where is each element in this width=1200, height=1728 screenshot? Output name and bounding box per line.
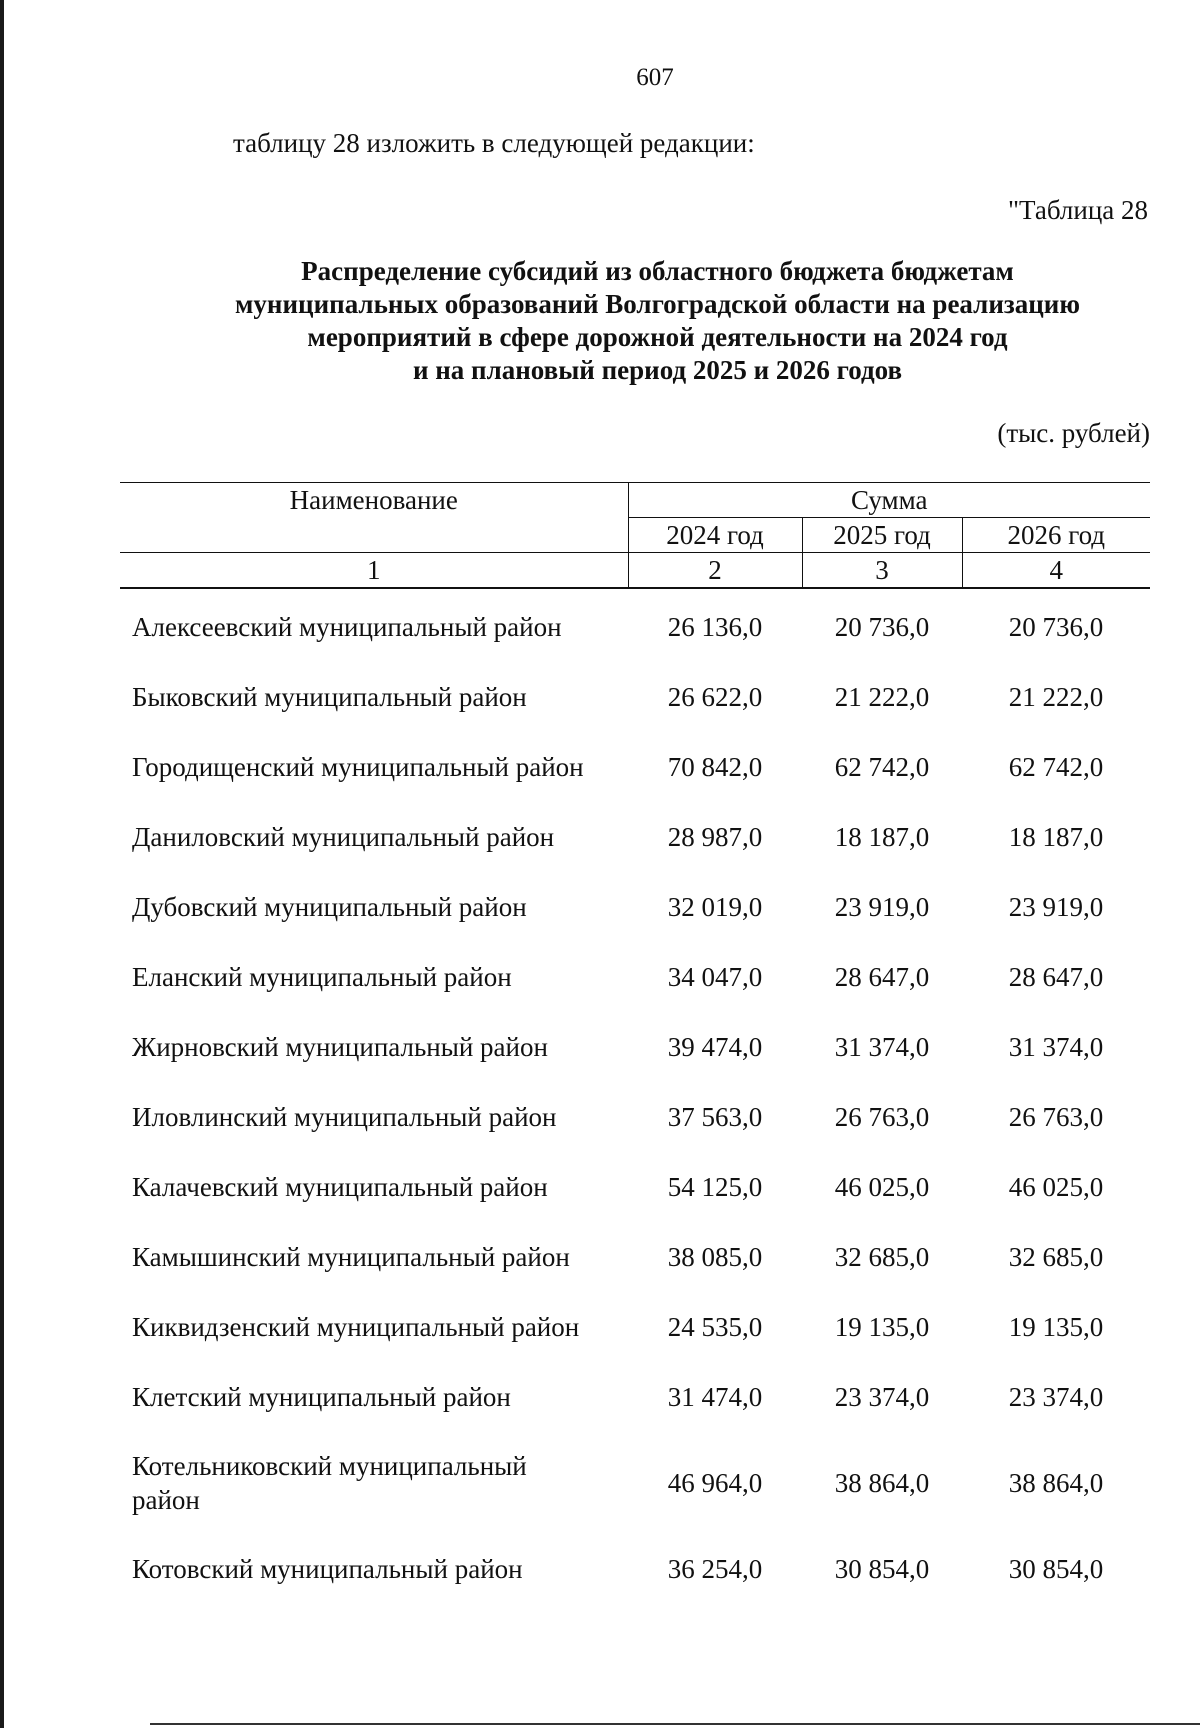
row-value-2026: 32 685,0 — [1008, 1241, 1104, 1272]
row-value-2024: 70 842,0 — [667, 751, 763, 782]
row-value-2024: 37 563,0 — [667, 1101, 763, 1132]
table-row — [120, 802, 1150, 872]
table-body — [120, 592, 1150, 1604]
row-name: Киквидзенский муниципальный район — [132, 1312, 580, 1342]
row-value-2024: 38 085,0 — [667, 1241, 763, 1272]
table-row — [120, 872, 1150, 942]
table-row — [120, 942, 1150, 1012]
row-value-2026: 21 222,0 — [1008, 681, 1104, 712]
header-year-2025: 2025 год — [802, 518, 962, 553]
table-header — [120, 482, 1150, 589]
table-row — [120, 1082, 1150, 1152]
heading-line-4: и на плановый период 2025 и 2026 годов — [412, 355, 903, 385]
row-name: Иловлинский муниципальный район — [132, 1102, 557, 1132]
row-value-2024: 31 474,0 — [667, 1381, 763, 1412]
row-name: Калачевский муниципальный район — [132, 1172, 548, 1202]
row-name: Быковский муниципальный район — [132, 682, 527, 712]
row-value-2025: 23 919,0 — [834, 891, 930, 922]
table-row — [120, 732, 1150, 802]
row-value-2025: 62 742,0 — [834, 751, 930, 782]
row-value-2025: 19 135,0 — [834, 1311, 930, 1342]
row-value-2025: 38 864,0 — [834, 1467, 930, 1498]
row-value-2025: 26 763,0 — [834, 1101, 930, 1132]
heading-line-1: Распределение субсидий из областного бюджета бюджетам — [301, 256, 1014, 286]
col-number-3: 3 — [802, 553, 962, 589]
row-value-2025: 23 374,0 — [834, 1381, 930, 1412]
row-value-2024: 26 622,0 — [667, 681, 763, 712]
row-name: Алексеевский муниципальный район — [132, 612, 562, 642]
row-value-2026: 23 919,0 — [1008, 891, 1104, 922]
row-value-2024: 54 125,0 — [667, 1171, 763, 1202]
row-value-2026: 19 135,0 — [1008, 1311, 1104, 1342]
row-value-2024: 34 047,0 — [667, 961, 763, 992]
units-label: (тыс. рублей) — [997, 418, 1150, 448]
row-name: Котовский муниципальный район — [132, 1554, 523, 1584]
row-value-2025: 28 647,0 — [834, 961, 930, 992]
row-value-2024: 36 254,0 — [667, 1553, 763, 1584]
row-name: Даниловский муниципальный район — [132, 822, 555, 852]
heading-line-3: мероприятий в сфере дорожной деятельности на 2024 год — [307, 322, 1008, 352]
row-value-2026: 46 025,0 — [1008, 1171, 1104, 1202]
row-name: Камышинский муниципальный район — [132, 1242, 570, 1272]
row-name: Жирновский муниципальный район — [132, 1032, 548, 1062]
row-value-2026: 30 854,0 — [1008, 1553, 1104, 1584]
table-row — [120, 592, 1150, 662]
row-value-2026: 38 864,0 — [1008, 1467, 1104, 1498]
row-value-2024: 32 019,0 — [667, 891, 763, 922]
col-number-1: 1 — [120, 553, 628, 589]
row-value-2026: 23 374,0 — [1008, 1381, 1104, 1412]
scan-edge-bottom — [150, 1723, 1200, 1725]
table-heading — [120, 255, 1195, 387]
row-value-2026: 31 374,0 — [1008, 1031, 1104, 1062]
table-row — [120, 1152, 1150, 1222]
row-name: Еланский муниципальный район — [132, 962, 512, 992]
table-row — [120, 1362, 1150, 1432]
table-row — [120, 1222, 1150, 1292]
heading-line-2: муниципальных образований Волгоградской области на реализацию — [235, 289, 1080, 319]
row-value-2024: 24 535,0 — [667, 1311, 763, 1342]
scan-edge-left — [0, 0, 4, 1728]
row-value-2024: 46 964,0 — [667, 1467, 763, 1498]
row-value-2025: 46 025,0 — [834, 1171, 930, 1202]
header-name: Наименование — [120, 483, 628, 553]
row-value-2026: 20 736,0 — [1008, 611, 1104, 642]
row-name — [120, 1449, 628, 1517]
row-value-2024: 28 987,0 — [667, 821, 763, 852]
table-row — [120, 1432, 1150, 1534]
row-value-2026: 26 763,0 — [1008, 1101, 1104, 1132]
row-name: Дубовский муниципальный район — [132, 892, 527, 922]
header-year-2024: 2024 год — [628, 518, 802, 553]
table-label: "Таблица 28 — [1008, 195, 1148, 225]
page-number: 607 — [636, 64, 674, 91]
row-value-2025: 18 187,0 — [834, 821, 930, 852]
row-value-2025: 30 854,0 — [834, 1553, 930, 1584]
row-value-2026: 18 187,0 — [1008, 821, 1104, 852]
row-name: Клетский муниципальный район — [132, 1382, 511, 1412]
row-name-line-2: район — [132, 1485, 200, 1515]
table-row — [120, 1534, 1150, 1604]
row-value-2025: 20 736,0 — [834, 611, 930, 642]
row-value-2024: 26 136,0 — [667, 611, 763, 642]
header-year-2026: 2026 год — [962, 518, 1150, 553]
col-number-4: 4 — [962, 553, 1150, 589]
row-name: Городищенский муниципальный район — [132, 752, 584, 782]
row-value-2026: 28 647,0 — [1008, 961, 1104, 992]
row-value-2025: 21 222,0 — [834, 681, 930, 712]
intro-text: таблицу 28 изложить в следующей редакции: — [233, 128, 755, 158]
table-row — [120, 662, 1150, 732]
header-sum: Сумма — [628, 483, 1150, 518]
table-row — [120, 1012, 1150, 1082]
row-value-2025: 31 374,0 — [834, 1031, 930, 1062]
col-number-2: 2 — [628, 553, 802, 589]
table-row — [120, 1292, 1150, 1362]
row-name-line-1: Котельниковский муниципальный — [132, 1451, 527, 1481]
row-value-2024: 39 474,0 — [667, 1031, 763, 1062]
row-value-2026: 62 742,0 — [1008, 751, 1104, 782]
row-value-2025: 32 685,0 — [834, 1241, 930, 1272]
